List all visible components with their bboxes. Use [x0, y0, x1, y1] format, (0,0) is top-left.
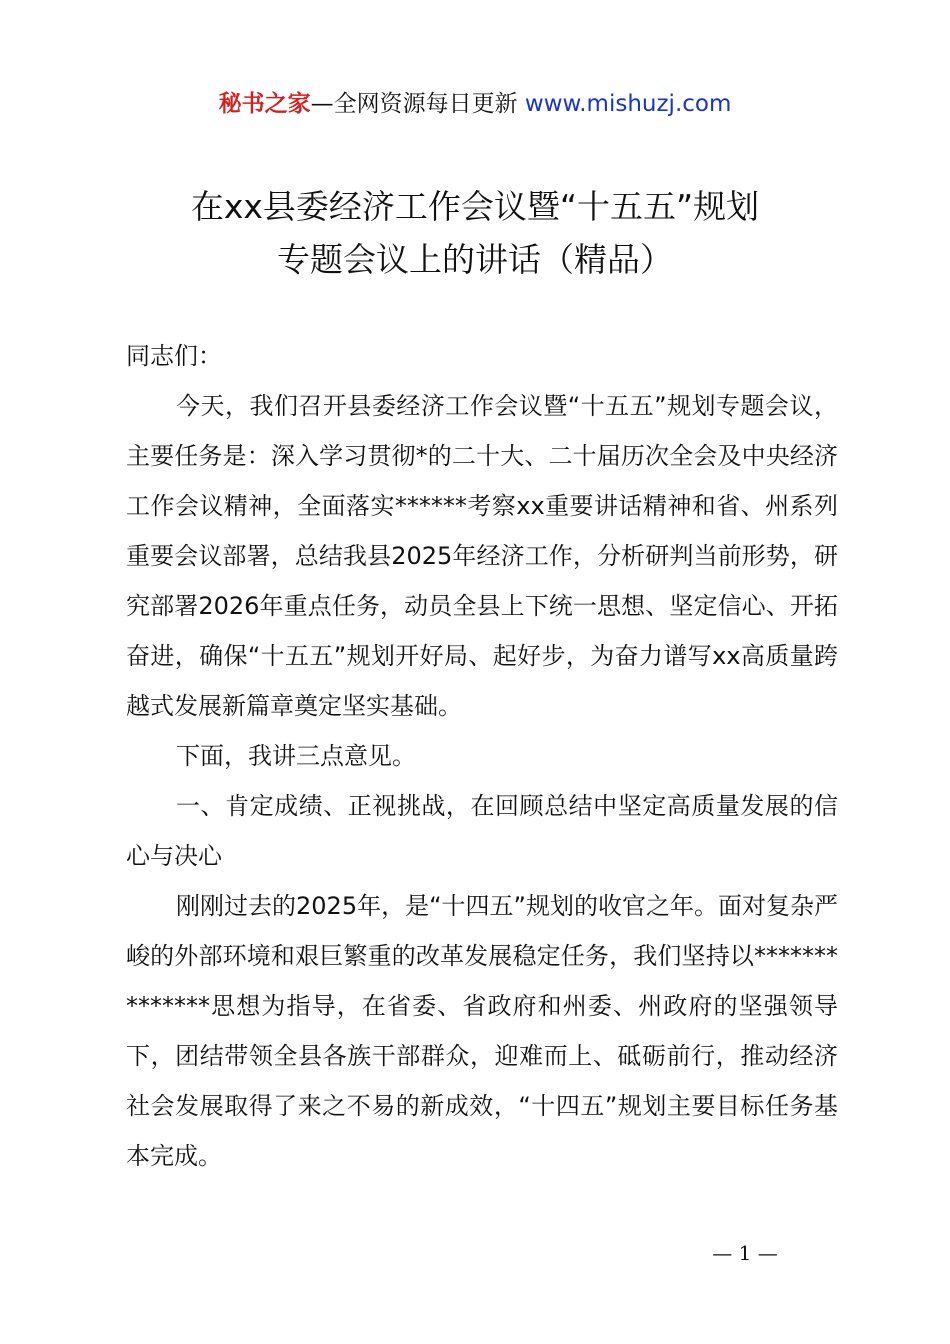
paragraph-transition: 下面，我讲三点意见。 [176, 742, 416, 770]
document-body [126, 331, 838, 1181]
paragraph-review: 刚刚过去的2025年，是“十四五”规划的收官之年。面对复杂严峻的外部环境和艰巨繁重的改革发展稳定任务，我们坚持以**************思想为指导，在省委、省政府和州委、州政府的坚强领导下，团结带领全县各族干部群众，迎难而上、砥砺前行，推动经济社会发展取得了来之不易的新成效，“十四五”规划主要目标任务基本完成。 [126, 892, 838, 1170]
salutation: 同志们： [126, 342, 222, 370]
title-line-1: 在xx县委经济工作会议暨“十五五”规划 [190, 187, 760, 226]
header-tagline: —全网资源每日更新 [310, 91, 525, 117]
paragraph-intro: 今天，我们召开县委经济工作会议暨“十五五”规划专题会议，主要任务是：深入学习贯彻*的二十大、二十届历次全会及中央经济工作会议精神，全面落实******考察xx重要讲话精神和省、州系列重要会议部署，总结我县2025年经济工作，分析研判当前形势，研究部署2026年重点任务，动员全县上下统一思想、坚定信心、开拓奋进，确保“十五五”规划开好局、起好步，为奋力谱写xx高质量跨越式发展新篇章奠定坚实基础。 [126, 392, 838, 720]
page-number: — 1 — [712, 1241, 778, 1265]
site-url-link[interactable]: www.mishuzj.com [524, 91, 732, 117]
brand-name: 秘书之家 [218, 91, 311, 117]
section-heading-1: 一、肯定成绩、正视挑战，在回顾总结中坚定高质量发展的信心与决心 [126, 792, 838, 870]
title-line-2: 专题会议上的讲话（精品） [277, 240, 673, 279]
document-title [0, 180, 950, 286]
site-header [0, 86, 950, 122]
